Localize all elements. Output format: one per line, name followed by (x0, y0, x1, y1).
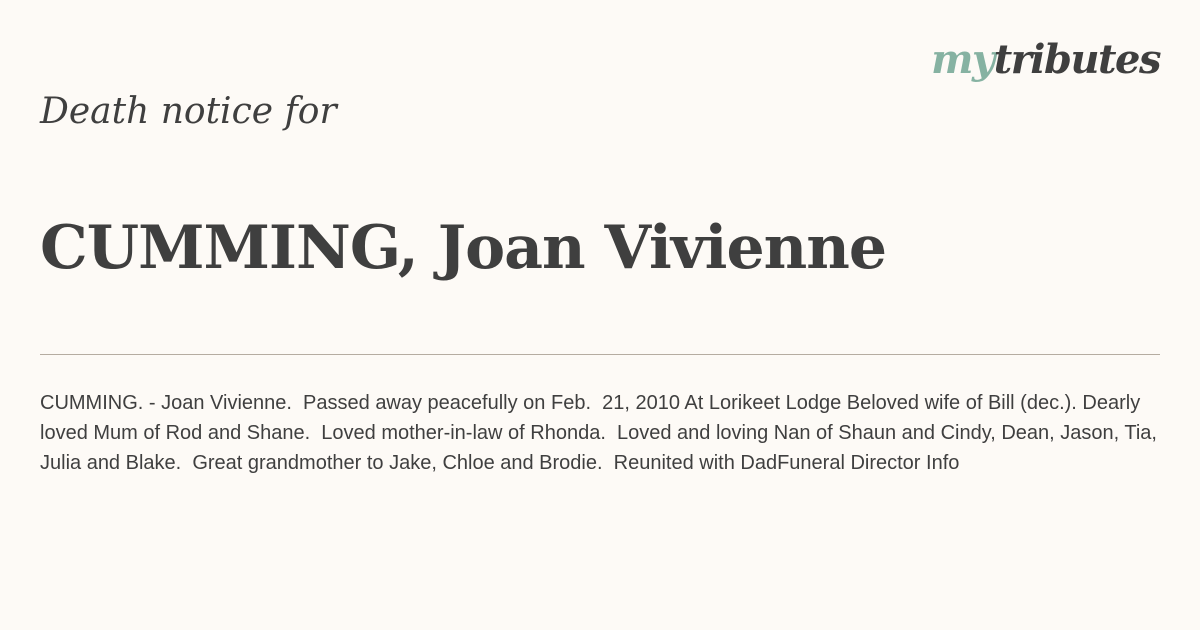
mytributes-logo (931, 34, 1160, 86)
death-notice-kicker: Death notice for (40, 91, 337, 132)
logo-tributes-text: tributes (993, 36, 1160, 83)
deceased-name-title: CUMMING, Joan Vivienne (40, 213, 887, 283)
logo-my-text: my (931, 36, 994, 83)
divider (40, 354, 1160, 355)
notice-body-text: CUMMING. - Joan Vivienne. Passed away peacefully on Feb. 21, 2010 At Lorikeet Lodge Beloved wife of Bill (dec.). Dearly loved Mum of Rod and Shane. Loved mother-in-law of Rhonda. Loved and loving Nan of Shaun and Cindy, Dean, Jason, Tia, Julia and Blake. Great grandmother to Jake, Chloe and Brodie. Reunited with DadFuneral Director Info (40, 392, 1163, 474)
